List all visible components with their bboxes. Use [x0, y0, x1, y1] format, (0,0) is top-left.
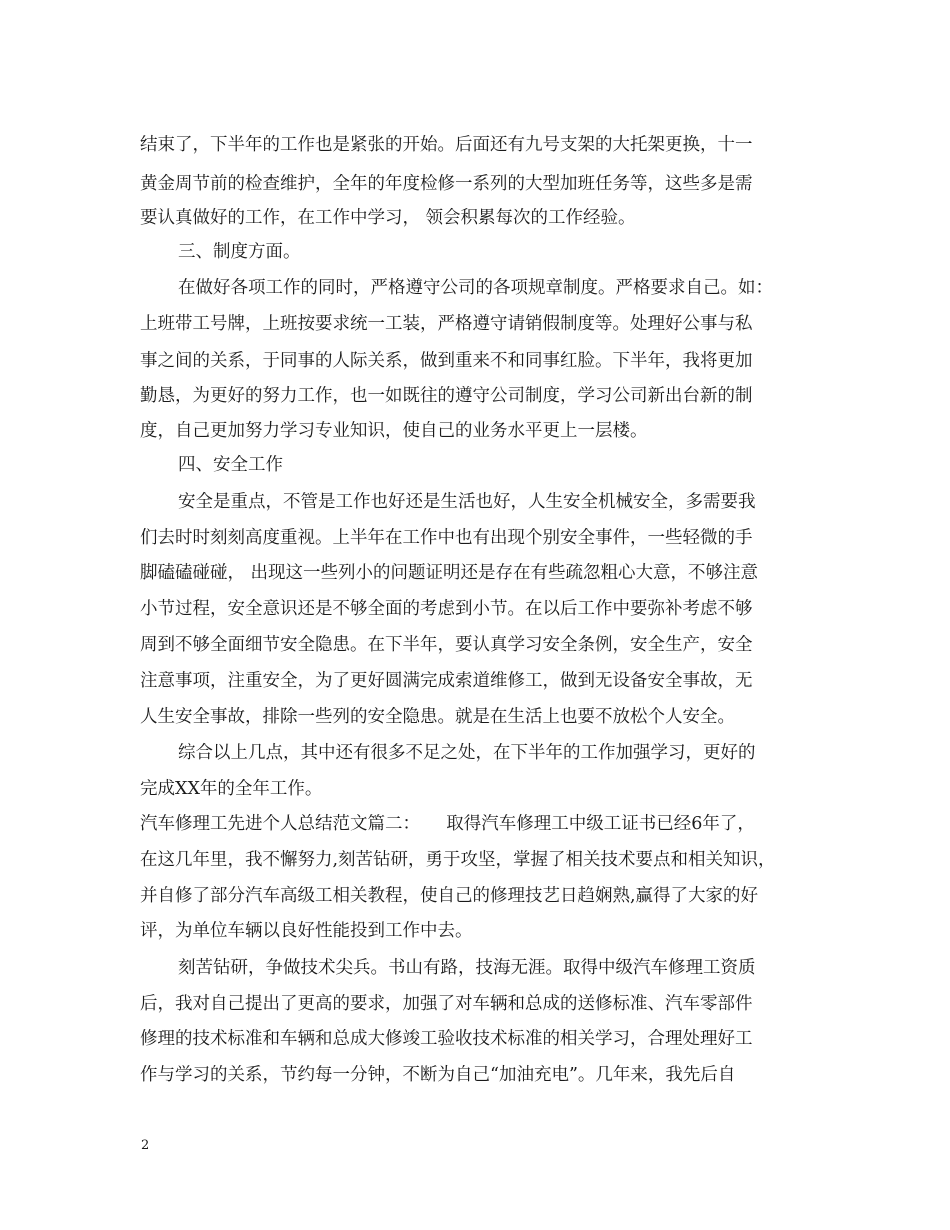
text-line: 事之间的关系，于同事的人际关系，做到重来不和同事红脸。下半年，我将更加 — [140, 351, 753, 371]
text-line: 作与学习的关系，节约每一分钟，不断为自己“加油充电”。几年来，我先后自 — [140, 1065, 736, 1085]
text-line: 周到不够全面细节安全隐患。在下半年，要认真学习安全条例，安全生产，安全 — [140, 635, 753, 655]
text-line: 人生安全事故，排除一些列的安全隐患。就是在生活上也要不放松个人安全。 — [140, 707, 735, 727]
text-line: 们去时时刻刻高度重视。上半年在工作中也有出现个别安全事件，一些轻微的手 — [140, 528, 753, 548]
text-line: 勤恳，为更好的努力工作，也一如既往的遵守公司制度，学习公司新出台新的制 — [140, 386, 753, 406]
page-number: 2 — [141, 1138, 150, 1153]
text-line: 刻苦钻研，争做技术尖兵。书山有路，技海无涯。取得中级汽车修理工资质 — [178, 958, 756, 978]
text-line: 注意事项，注重安全，为了更好圆满完成索道维修工，做到无设备安全事故，无 — [140, 671, 753, 691]
section-heading: 三、制度方面。 — [178, 242, 301, 262]
text-line: 修理的技术标准和车辆和总成大修竣工验收技术标准的相关学习，合理处理好工 — [140, 1029, 753, 1049]
text-line: 小节过程，安全意识还是不够全面的考虑到小节。在以后工作中要弥补考虑不够 — [140, 599, 753, 619]
text-line: 汽车修理工先进个人总结范文篇二： 取得汽车修理工中级工证书已经6年了， — [140, 814, 755, 834]
section-heading: 四、安全工作 — [178, 455, 283, 475]
text-line: 要认真做好的工作，在工作中学习， 领会积累每次的工作经验。 — [140, 208, 636, 228]
text-line: 上班带工号牌，上班按要求统一工装，严格遵守请销假制度等。处理好公事与私 — [140, 314, 753, 334]
text-line: 度，自己更加努力学习专业知识，使自己的业务水平更上一层楼。 — [140, 421, 648, 441]
text-line: 综合以上几点，其中还有很多不足之处，在下半年的工作加强学习，更好的 — [178, 743, 756, 763]
text-line: 完成XX年的全年工作。 — [140, 779, 323, 799]
text-line: 在做好各项工作的同时，严格遵守公司的各项规章制度。严格要求自己。如： — [178, 278, 773, 298]
text-line: 结束了，下半年的工作也是紧张的开始。后面还有九号支架的大托架更换，十一 — [140, 135, 753, 155]
text-line: 脚磕磕碰碰， 出现这一些列小的问题证明还是存在有些疏忽粗心大意，不够注意 — [140, 563, 759, 583]
text-line: 安全是重点，不管是工作也好还是生活也好，人生安全机械安全，多需要我 — [178, 492, 756, 512]
text-line: 在这几年里，我不懈努力,刻苦钻研，勇于攻坚，掌握了相关技术要点和相关知识， — [140, 850, 776, 870]
text-line: 后，我对自己提出了更高的要求，加强了对车辆和总成的送修标准、汽车零部件 — [140, 994, 753, 1014]
text-line: 黄金周节前的检查维护，全年的年度检修一系列的大型加班任务等，这些多是需 — [140, 174, 753, 194]
text-line: 评，为单位车辆以良好性能投到工作中去。 — [140, 921, 473, 941]
text-line: 并自修了部分汽车高级工相关教程，使自己的修理技艺日趋娴熟,赢得了大家的好 — [140, 886, 759, 906]
